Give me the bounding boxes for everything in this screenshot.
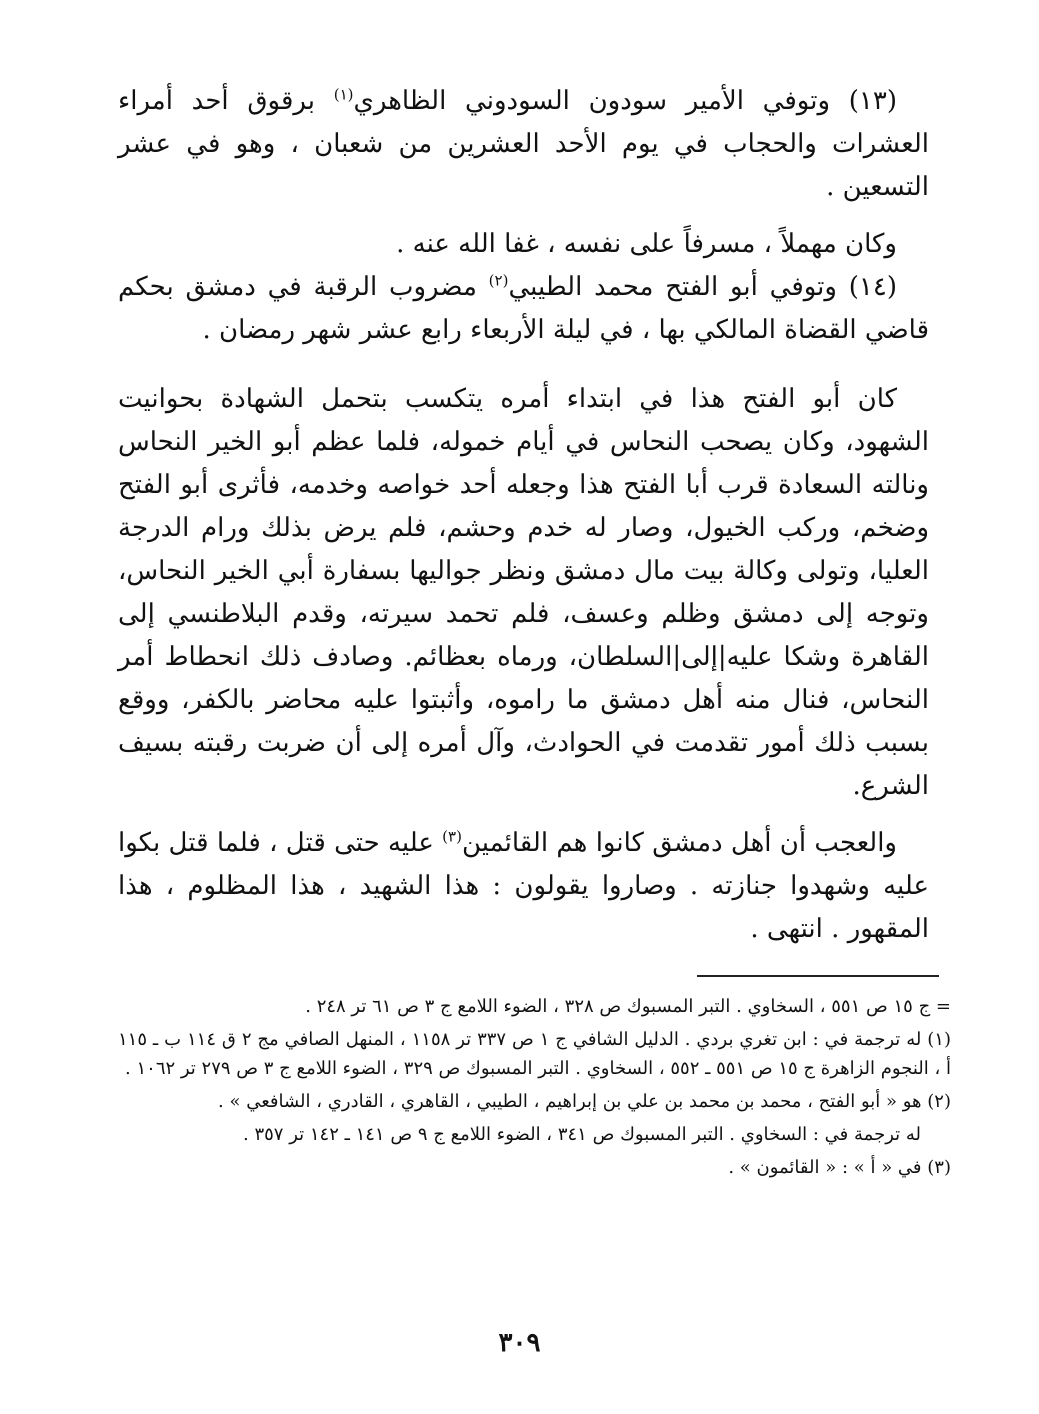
footnote-3: (٣) في « أ » : « القائمون » . xyxy=(728,1157,951,1178)
footnote-2: (٢) هو « أبو الفتح ، محمد بن محمد بن علي بن إبراهيم ، الطيبي ، القاهري ، القادري ، الشافعي » . xyxy=(218,1091,951,1112)
footnote-divider xyxy=(697,975,939,977)
closing-lead: والعجب أن أهل دمشق كانوا هم القائمين xyxy=(461,828,897,858)
footnote-ref-2: (٢) xyxy=(488,271,509,290)
footnote-ref-1: (١) xyxy=(333,85,354,104)
main-text xyxy=(118,80,929,951)
entry-13-rest: برقوق أحد أمراء العشرات والحجاب في يوم الأحد العشرين من شعبان ، وهو في عشر التسعين . xyxy=(118,86,929,202)
entry-13-lead: (١٣) وتوفي الأمير سودون السودوني الظاهري xyxy=(353,86,897,116)
footnote-1: (١) له ترجمة في : ابن تغري بردي . الدليل الشافي ج ١ ص ٣٣٧ تر ١١٥٨ ، المنهل الصافي مج ٢ ق ١١٤ ب ـ ١١٥ أ ، النجوم الزاهرة ج ١٥ ص ٥٥١ ـ ٥٥٢ ، السخاوي . التبر المسبوك ص ٣٢٩ ، الضوء اللامع ج ٣ ص ٢٧٩ تر ١٠٦٢ . xyxy=(118,1029,951,1079)
footnote-ref-3: (٣) xyxy=(442,827,462,846)
entry-14-rest: مضروب الرقبة في دمشق بحكم قاضي القضاة المالكي بها ، في ليلة الأربعاء رابع عشر شهر رمضان . xyxy=(118,272,929,345)
footnote-carryover: = ج ١٥ ص ٥٥١ ، السخاوي . التبر المسبوك ص ٣٢٨ ، الضوء اللامع ج ٣ ص ٦١ تر ٢٤٨ . xyxy=(305,996,951,1017)
footnote-2-continuation: له ترجمة في : السخاوي . التبر المسبوك ص ٣٤١ ، الضوء اللامع ج ٩ ص ١٤١ ـ ١٤٢ تر ٣٥٧ . xyxy=(243,1124,921,1145)
closing-rest: عليه حتى قتل ، فلما قتل بكوا عليه وشهدوا جنازته . وصاروا يقولون : هذا الشهيد ، هذا المظلوم ، هذا المقهور . انتهى . xyxy=(118,828,929,944)
entry-13 xyxy=(118,80,929,209)
entry-14-lead: (١٤) وتوفي أبو الفتح محمد الطيبي xyxy=(508,272,897,302)
page-number: ٣٠٩ xyxy=(498,1328,541,1358)
quoted-passage: كان أبو الفتح هذا في ابتداء أمره يتكسب بتحمل الشهادة بحوانيت الشهود، وكان يصحب النحاس في أيام خموله، فلما عظم أبو الخير النحاس ونالته السعادة قرب أبا الفتح هذا وجعله أحد خواصه وخدمه، فأثرى أبو الفتح وضخم، وركب الخيول، وصار له خدم وحشم، فلم يرض بذلك ورام الدرجة العليا، وتولى وكالة بيت مال دمشق ونظر جواليها بسفارة أبي الخير النحاس، وتوجه إلى دمشق وظلم وعسف، فلم تحمد سيرته، وقدم البلاطنسي إلى القاهرة وشكا عليه|إلى|السلطان، ورماه بعظائم. وصادف ذلك انحطاط أمر النحاس، فنال منه أهل دمشق ما راموه، وأثبتوا عليه محاضر بالكفر، ووقع بسبب ذلك أمور تقدمت في الحوادث، وآل أمره إلى أن ضربت رقبته بسيف الشرع. xyxy=(118,384,929,801)
entry-14 xyxy=(118,266,929,352)
footnotes xyxy=(118,992,951,1186)
entry-13-remark: وكان مهملاً ، مسرفاً على نفسه ، غفا الله عنه . xyxy=(396,229,897,259)
closing-paragraph xyxy=(118,822,929,951)
